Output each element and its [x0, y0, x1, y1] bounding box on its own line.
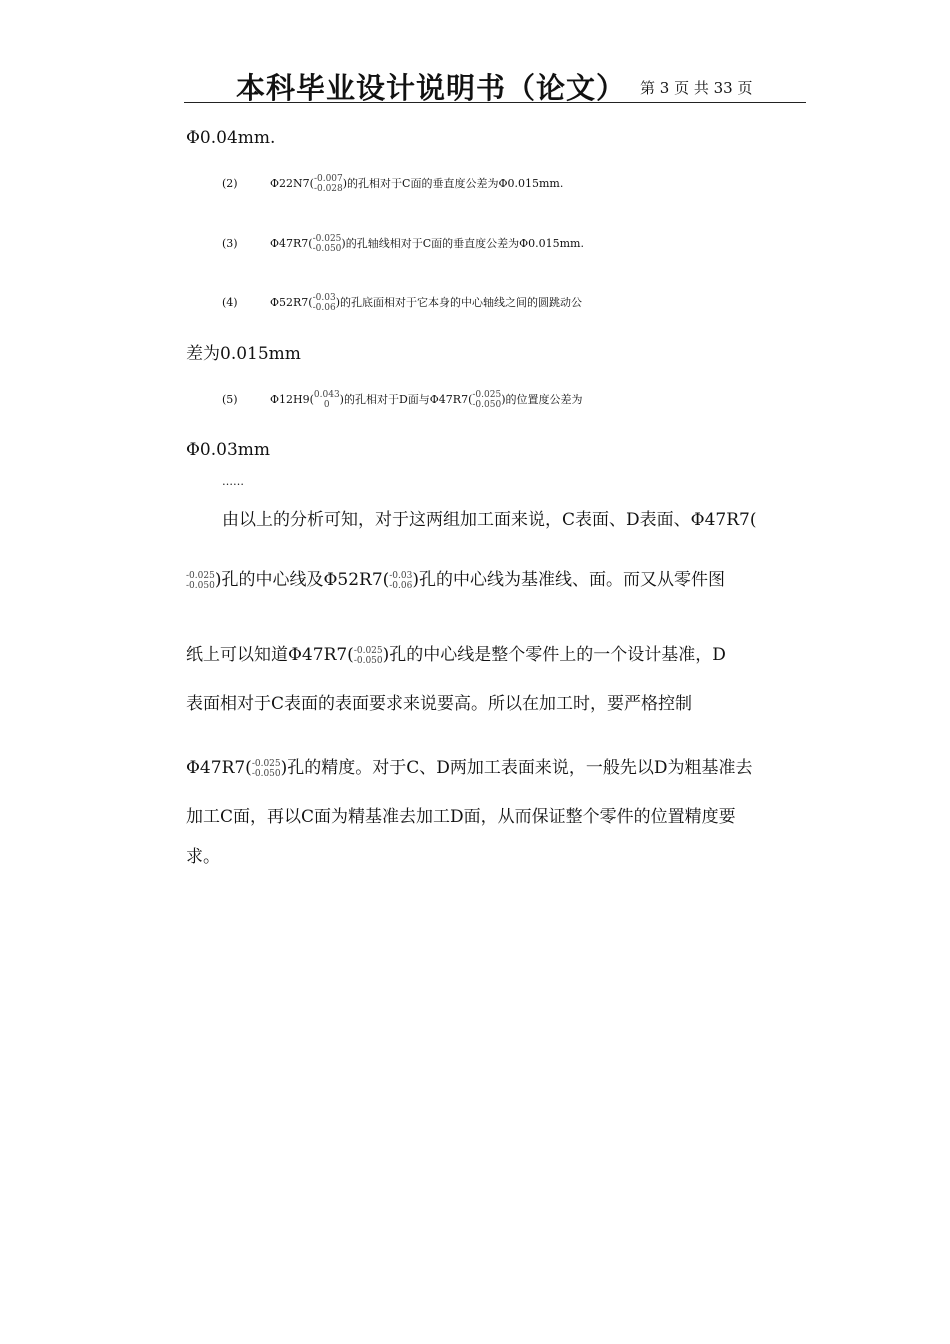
text: )的孔底面相对于它本身的中心轴线之间的圆跳动公 [335, 296, 582, 309]
tol-upper: -0.025 [472, 390, 502, 400]
text: 差为0.015mm [186, 344, 301, 364]
page-number: 第 3 页 共 33 页 [640, 79, 753, 97]
text: )孔的中心线是整个零件上的一个设计基准，D [382, 645, 726, 665]
tol-upper: -0.025 [312, 234, 342, 244]
item-number: (4) [222, 296, 238, 309]
item-number: (5) [222, 393, 238, 406]
tolerance [389, 571, 412, 591]
list-item [222, 172, 844, 196]
tolerance [313, 234, 342, 254]
text: 表面相对于C表面的表面要求来说要高。所以在加工时，要严格控制 [186, 694, 693, 714]
paragraph-line [222, 508, 808, 532]
paragraph-line [186, 643, 808, 667]
tol-upper: -0.007 [313, 174, 343, 184]
tol-lower: -0.050 [251, 768, 281, 779]
text: 纸上可以知道Φ47R7( [186, 645, 354, 665]
text: Φ0.04mm. [186, 128, 276, 148]
text: Φ0.03mm [186, 440, 271, 460]
tolerance [354, 646, 383, 666]
tol-upper: -0.025 [186, 570, 215, 581]
list-item [222, 388, 844, 412]
tolerance [252, 759, 281, 779]
text-line [222, 470, 844, 494]
item-number: (2) [222, 177, 238, 190]
tol-lower: -0.050 [353, 655, 383, 666]
tol-lower: -0.050 [186, 580, 215, 591]
paragraph-line [186, 568, 808, 592]
paragraph-line [186, 756, 808, 780]
tol-upper: -0.025 [353, 645, 383, 656]
tol-upper: 0.043 [313, 390, 340, 400]
text-line [186, 438, 808, 462]
text: Φ47R7( [186, 758, 252, 778]
tol-lower: -0.06 [312, 303, 336, 313]
tolerance [313, 293, 336, 313]
text: 由以上的分析可知，对于这两组加工面来说，C表面、D表面、Φ47R7( [222, 510, 757, 530]
item-number: (3) [222, 237, 238, 250]
paragraph-line [186, 692, 808, 716]
tol-upper: -0.03 [389, 570, 413, 581]
text: )的孔相对于D面与Φ47R7( [339, 393, 473, 406]
tol-upper: -0.03 [312, 293, 336, 303]
paragraph-line [186, 805, 808, 829]
text: )的孔轴线相对于C面的垂直度公差为Φ0.015mm. [341, 237, 584, 250]
text: Φ12H9( [270, 393, 314, 406]
ellipsis: …… [222, 475, 244, 488]
tol-lower: -0.050 [472, 400, 502, 410]
text: )孔的中心线及Φ52R7( [214, 570, 390, 590]
document-title: 本科毕业设计说明书（论文） [236, 71, 627, 105]
tol-lower: -0.028 [313, 184, 343, 194]
list-item [222, 291, 844, 315]
text: )的位置度公差为 [501, 393, 583, 406]
text: Φ47R7( [270, 237, 313, 250]
tolerance [472, 390, 501, 410]
tol-lower: 0 [323, 400, 330, 410]
text: 加工C面，再以C面为精基准去加工D面，从而保证整个零件的位置精度要 [186, 807, 736, 827]
paragraph-line [186, 845, 808, 869]
tol-lower: -0.06 [389, 580, 413, 591]
tolerance [314, 174, 343, 194]
text-line [186, 342, 808, 366]
page-header [184, 62, 806, 103]
text: Φ22N7( [270, 177, 314, 190]
tolerance [314, 390, 340, 410]
text: )的孔相对于C面的垂直度公差为Φ0.015mm. [342, 177, 564, 190]
tolerance [186, 571, 215, 591]
tol-lower: -0.050 [312, 244, 342, 254]
text: )孔的中心线为基准线、面。而又从零件图 [412, 570, 725, 590]
text: 求。 [186, 847, 220, 867]
tol-upper: -0.025 [251, 758, 281, 769]
text-line [186, 126, 808, 150]
text: )孔的精度。对于C、D两加工表面来说，一般先以D为粗基准去 [280, 758, 753, 778]
list-item [222, 232, 844, 256]
text: Φ52R7( [270, 296, 313, 309]
